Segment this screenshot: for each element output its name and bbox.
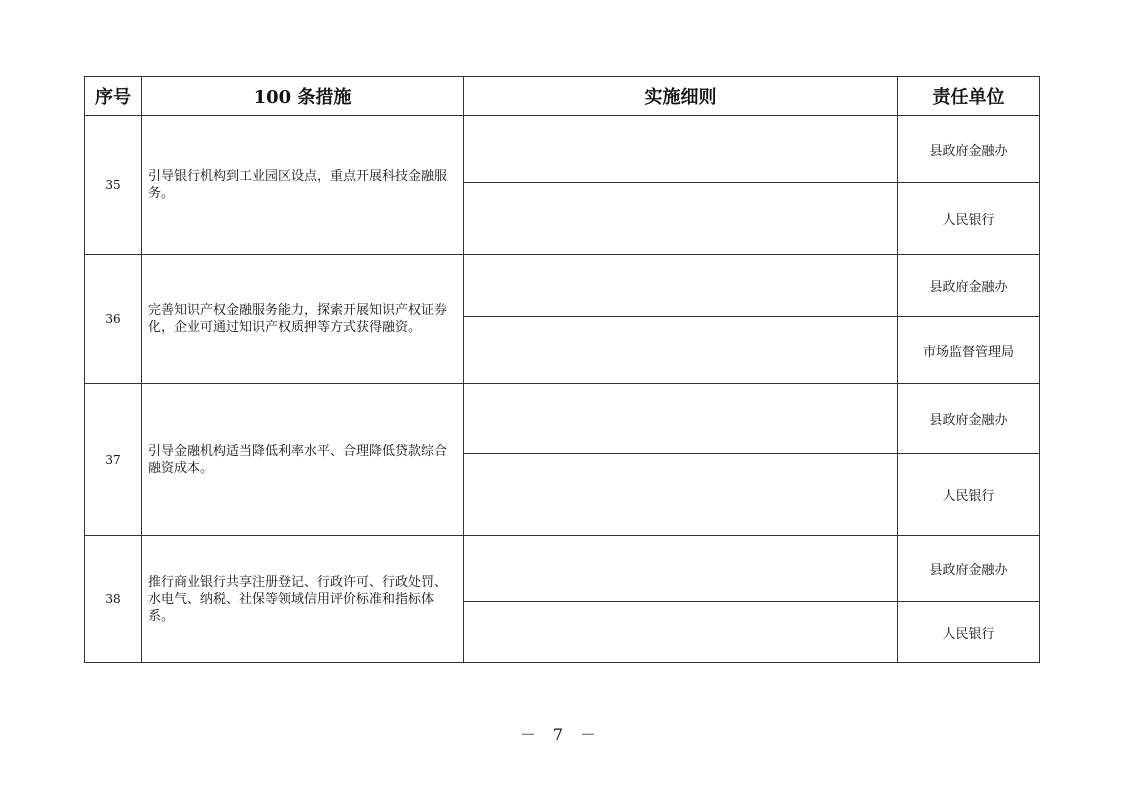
header-seq: 序号: [85, 77, 142, 116]
table-row: [85, 536, 1040, 602]
row-seq: 37: [85, 384, 142, 536]
row-measure: 引导银行机构到工业园区设点，重点开展科技金融服务。: [142, 116, 464, 255]
row-detail-cell: [464, 536, 898, 602]
measures-table: [84, 76, 1040, 663]
row-seq: 35: [85, 116, 142, 255]
row-unit: 人民银行: [898, 183, 1040, 255]
row-detail-cell: [464, 255, 898, 317]
row-unit: 县政府金融办: [898, 255, 1040, 317]
header-detail: 实施细则: [464, 77, 898, 116]
row-measure: 引导金融机构适当降低利率水平、合理降低贷款综合融资成本。: [142, 384, 464, 536]
row-detail-cell: [464, 317, 898, 384]
row-seq: 38: [85, 536, 142, 663]
table-row: [85, 384, 1040, 454]
row-seq: 36: [85, 255, 142, 384]
row-detail-cell: [464, 602, 898, 663]
row-detail-cell: [464, 384, 898, 454]
row-detail-cell: [464, 116, 898, 183]
header-measure: 100 条措施: [142, 77, 464, 116]
row-detail-cell: [464, 183, 898, 255]
row-measure: 推行商业银行共享注册登记、行政许可、行政处罚、水电气、纳税、社保等领域信用评价标准和指标体系。: [142, 536, 464, 663]
row-measure: 完善知识产权金融服务能力，探索开展知识产权证券化，企业可通过知识产权质押等方式获得融资。: [142, 255, 464, 384]
row-unit: 人民银行: [898, 454, 1040, 536]
row-unit: 县政府金融办: [898, 116, 1040, 183]
row-unit: 市场监督管理局: [898, 317, 1040, 384]
table-row: [85, 255, 1040, 317]
page-number: － 7 －: [519, 725, 603, 744]
row-detail-cell: [464, 454, 898, 536]
row-unit: 县政府金融办: [898, 384, 1040, 454]
row-unit: 县政府金融办: [898, 536, 1040, 602]
header-unit: 责任单位: [898, 77, 1040, 116]
row-unit: 人民银行: [898, 602, 1040, 663]
table-header-row: [85, 77, 1040, 116]
table-row: [85, 116, 1040, 183]
